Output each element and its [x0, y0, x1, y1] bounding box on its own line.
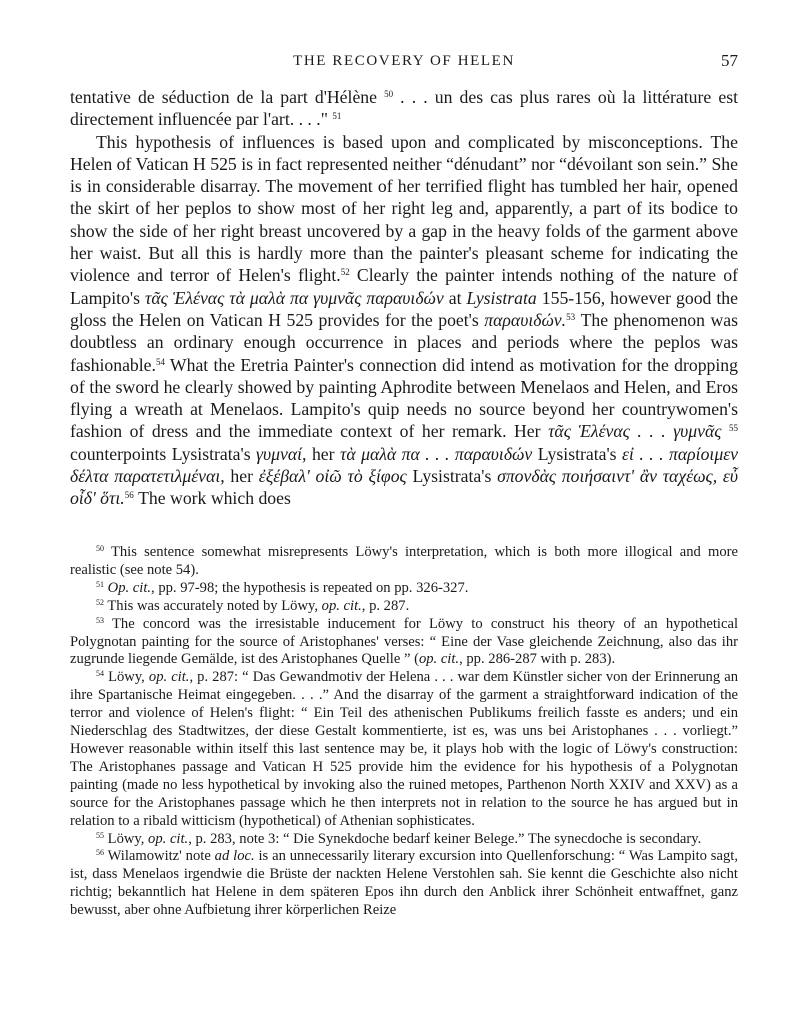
- footnote-56: [70, 848, 738, 920]
- footnote-55: [70, 831, 738, 849]
- running-head: [70, 50, 738, 72]
- paragraph-continued: [70, 86, 738, 131]
- note-ref-55: 55: [729, 423, 739, 434]
- text-run: The work which does: [133, 488, 291, 509]
- citation-italic: op. cit.: [148, 669, 190, 686]
- footnote-text: This was accurately noted by Löwy,: [104, 597, 322, 614]
- footnote-text: The concord was the irresistable inducement for Löwy to construct his theory of an hypothetical Polygnotan painting for the source of Aristophanes' verses: “ Eine der Vase gleichende Zeichnung, also das ihr zugrunde liegende Gemälde, ist des Aristophanes Quelle ” (: [70, 615, 738, 668]
- footnote-54: [70, 669, 738, 830]
- note-ref-53: 53: [566, 311, 576, 322]
- footnote-text: Löwy,: [104, 830, 149, 847]
- greek-quote: τὰ μαλὰ πα . . . παραυιδών: [340, 443, 533, 464]
- text-run: her: [224, 466, 259, 487]
- text-run: . . . un des cas plus rares où la littérature est directement influencée par l'art. . . .": [70, 87, 739, 130]
- note-ref-51: 51: [332, 111, 342, 122]
- footnote-text: , p. 287: “ Das Gewandmotiv der Helena . . . war dem Künstler sicher von der Erinnerung an ihre Spartanische Heimat eingegeben. . . .” And the disarray of the garment a straightforward indication of the terror and violence of Helen's flight: “ Ein Teil des athenischen Publikums freilich fasste es anders; und ein Niederschlag des Stadtwitzes, der diese Gestalt kommentierte, ist es, was uns bei Aristophanes . . . vorliegt.” However reasonable within itself this last sentence may be, it plays hob with the logic of Löwy's construction: The Aristophanes passage and Vatican H 525 provide him the evidence for his hypothesis of a Polygnotan painting (made no less hypothetical by invoking also the ruined metopes, Parthenon North XXIV and XXV) as a source for the Aristophanes passage which he then interprets not in relation to the source he has argued but in relation to a ribald witticism (hypothetical) of Athenian sophisticates.: [70, 669, 738, 829]
- footnote-52: [70, 598, 738, 616]
- footnote-number: 52: [96, 597, 104, 607]
- footnote-text: This sentence somewhat misrepresents Löwy's interpretation, which is both more illogical and more realistic (see note 54).: [70, 544, 738, 578]
- greek-quote: τᾶς Ἑλένας . . . γυμνᾶς: [548, 421, 722, 442]
- footnote-number: 55: [96, 830, 104, 840]
- greek-quote: παραυιδών.: [484, 309, 567, 330]
- text-run: tentative de séduction de la part d'Hélène: [70, 87, 377, 107]
- text-run: her: [306, 443, 340, 464]
- footnote-number: 50: [96, 544, 104, 553]
- note-ref-52: 52: [340, 267, 350, 278]
- greek-quote: εἰ . . . παρίοιμεν δέλτα παρατετιλμέναι,: [70, 443, 739, 487]
- greek-quote: σπονδὰς ποιήσαιντ' ἂν ταχέως, εὖ οἶδ' ὅτι.: [70, 466, 738, 509]
- footnotes: [70, 544, 738, 920]
- text-run: 155-156, however good the gloss the Helen on Vatican H 525 provides for the poet's: [70, 287, 739, 330]
- citation-italic: Op. cit.: [107, 579, 152, 596]
- text-run: The phenomenon was doubtless an ordinary enough occurrence in places and periods where the peplos was fashionable.: [70, 309, 738, 375]
- footnote-text: is an unnecessarily literary excursion into Quellenforschung: “ Was Lampito sagt, ist, dass Menelaos irgendwie die Brüste der nackten Helene Verstohlen sah. Sie kennt die Geschichte also nicht richtig; bekanntlich hat Helene in dem späteren Epos ihn durch den Anblick ihrer Schönheit entwaffnet, ganz bewusst, aber ohne Aufbietung ihrer körperlichen Reize: [70, 848, 738, 919]
- footnote-51: [70, 580, 738, 598]
- running-title: THE RECOVERY OF HELEN: [293, 53, 515, 69]
- text-run: What the Eretria Painter's connection did intend as motivation for the dropping of the sword he clearly showed by painting Aphrodite between Menelaos and Helen, and Eros flying a wreath at Menelaos. Lampito's quip needs no source beyond her countrywomen's fashion of dress and the immediate context of her remark. Her: [70, 354, 738, 442]
- text-run: Lysistrata's: [406, 466, 498, 487]
- footnote-50: [70, 544, 738, 580]
- paragraph-hypothesis: [70, 131, 738, 510]
- footnote-number: 53: [96, 615, 104, 625]
- footnote-text: Löwy,: [104, 669, 149, 686]
- text-run: This hypothesis of influences is based upon and complicated by misconceptions. The Helen of Vatican H 525 is in fact represented neither “dénudant” nor “dévoilant son sein.” She is in considerable disarray. The movement of her terrified flight has tumbled her hair, opened the skirt of her peplos to show most of her right leg and, apparently, a part of its bodice to show the side of her right breast uncovered by a gap in the heavy folds of the garment above her waist. But all this is hardly more than the painter's pleasant scheme for indicating the violence and terror of Helen's flight.: [70, 131, 738, 286]
- footnote-text: , pp. 286-287 with p. 283).: [459, 651, 616, 668]
- footnote-text: , p. 287.: [361, 597, 410, 614]
- greek-quote: τᾶς Ἑλένας τὰ μαλὰ πα γυμνᾶς παραυιδών: [145, 287, 444, 308]
- page-number: 57: [721, 51, 738, 70]
- footnote-text: , pp. 97-98; the hypothesis is repeated on pp. 326-327.: [151, 579, 469, 596]
- citation-italic: op. cit.: [321, 597, 362, 614]
- text-run: counterpoints Lysistrata's: [70, 443, 257, 464]
- footnote-53: [70, 616, 738, 670]
- footnote-text: , p. 283, note 3: “ Die Synekdoche bedarf keiner Belege.” The synecdoche is secondary.: [188, 830, 702, 847]
- note-ref-56: 56: [124, 490, 134, 501]
- citation-italic: op. cit.: [418, 651, 460, 668]
- footnote-number: 54: [96, 669, 104, 679]
- greek-quote: ἐξέβαλ' οἰῶ τὸ ξίφος: [258, 466, 407, 487]
- note-ref-54: 54: [155, 356, 165, 367]
- note-ref-50: 50: [384, 89, 394, 99]
- main-text: [70, 86, 738, 510]
- text-run: at: [443, 287, 467, 308]
- citation-italic: op. cit.: [148, 830, 189, 847]
- greek-quote: γυμναί,: [256, 443, 307, 464]
- footnote-number: 56: [96, 848, 104, 858]
- work-title: Lysistrata: [466, 287, 537, 308]
- citation-italic: ad loc.: [214, 848, 255, 865]
- footnote-text: Wilamowitz' note: [104, 848, 215, 865]
- text-run: Lysistrata's: [532, 443, 623, 464]
- footnote-number: 51: [96, 579, 104, 589]
- text-run: Clearly the painter intends nothing of the nature of Lampito's: [70, 265, 738, 308]
